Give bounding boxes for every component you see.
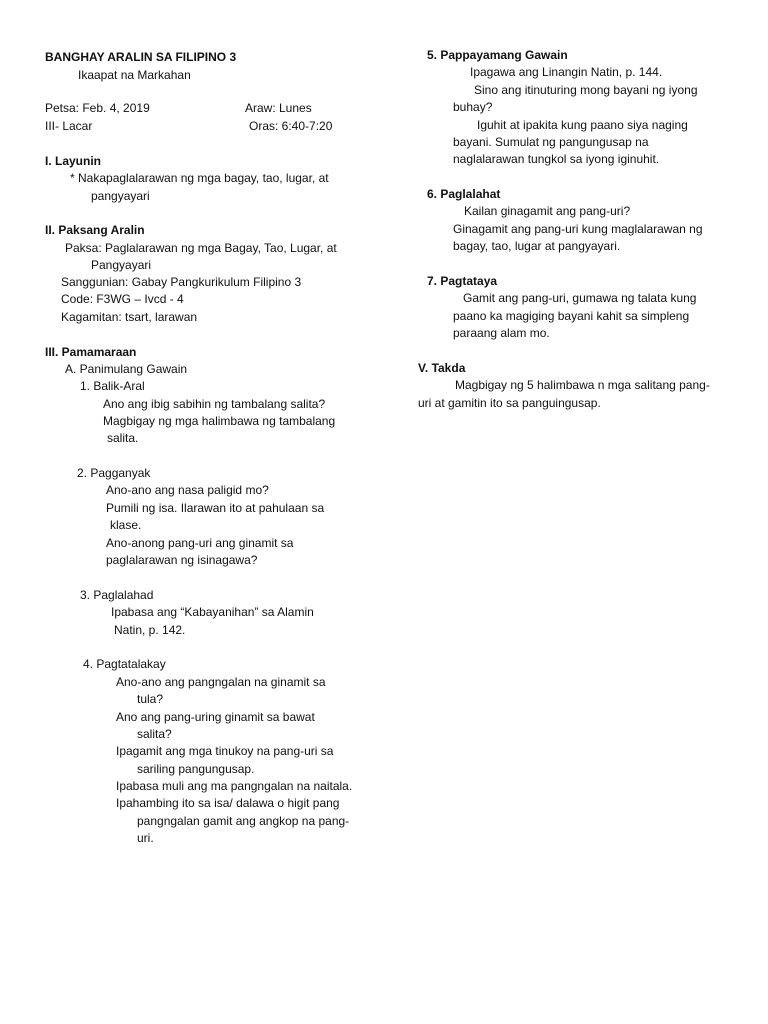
layunin-line: pangyayari	[91, 189, 150, 203]
takda-line: uri at gamitin ito sa panguingusap.	[418, 396, 601, 410]
paglalahat-line: bagay, tao, lugar at pangyayari.	[453, 239, 621, 253]
pagtatalakay-line: salita?	[137, 727, 172, 741]
time-field: Oras: 6:40-7:20	[249, 119, 333, 133]
section-heading-layunin: I. Layunin	[45, 154, 102, 168]
pagtatalakay-line: Ipagamit ang mga tinukoy na pang-uri sa	[116, 744, 334, 758]
pagtatalakay-line: tula?	[137, 692, 164, 706]
pagpapayamang-gawain-line: naglalarawan tungkol sa iyong iginuhit.	[453, 152, 660, 166]
layunin-line: * Nakapaglalarawan ng mga bagay, tao, lugar, at	[70, 171, 329, 185]
pagganyak-line: paglalarawan ng isinagawa?	[106, 553, 258, 567]
paglalahat-line: Kailan ginagamit ang pang-uri?	[464, 204, 631, 218]
day-field: Araw: Lunes	[245, 101, 312, 115]
sanggunian-line: Sanggunian: Gabay Pangkurikulum Filipino 3	[61, 275, 302, 289]
pagtataya-line: Gamit ang pang-uri, gumawa ng talata kung	[463, 291, 697, 305]
pagganyak-line: Ano-anong pang-uri ang ginamit sa	[106, 536, 294, 550]
pagpapayamang-gawain-line: Ipagawa ang Linangin Natin, p. 144.	[470, 65, 663, 79]
paksa-line: Paksa: Paglalarawan ng mga Bagay, Tao, Lugar, at	[65, 241, 337, 255]
pagpapayamang-gawain-line: buhay?	[453, 100, 493, 114]
document-title: BANGHAY ARALIN SA FILIPINO 3	[45, 50, 237, 64]
date-field: Petsa: Feb. 4, 2019	[45, 101, 150, 115]
pagtatalakay-line: sariling pangungusap.	[137, 762, 255, 776]
step-heading-pagpapayamang-gawain: 5. Pappayamang Gawain	[427, 48, 568, 62]
pagtatalakay-line: pangngalan gamit ang angkop na pang-	[137, 814, 350, 828]
pagganyak-line: klase.	[110, 518, 142, 532]
kagamitan-line: Kagamitan: tsart, larawan	[61, 310, 198, 324]
section-heading-paksang-aralin: II. Paksang Aralin	[45, 223, 145, 237]
balik-aral-line: salita.	[107, 431, 139, 445]
step-heading-pagtataya: 7. Pagtataya	[427, 274, 498, 288]
subsection-heading-panimulang-gawain: A. Panimulang Gawain	[65, 362, 188, 376]
section-heading-takda: V. Takda	[418, 361, 466, 375]
section-field: III- Lacar	[45, 119, 93, 133]
pagtatalakay-line: Ipahambing ito sa isa/ dalawa o higit pang	[116, 796, 340, 810]
step-heading-balik-aral: 1. Balik-Aral	[80, 379, 145, 393]
pagganyak-line: Pumili ng isa. Ilarawan ito at pahulaan sa	[106, 501, 325, 515]
pagpapayamang-gawain-line: Sino ang itinuturing mong bayani ng iyong	[474, 83, 698, 97]
paglalahad-line: Natin, p. 142.	[114, 623, 186, 637]
pagtataya-line: paraang alam mo.	[453, 326, 550, 340]
section-heading-pamamaraan: III. Pamamaraan	[45, 345, 137, 359]
step-heading-paglalahad: 3. Paglalahad	[80, 588, 154, 602]
paglalahad-line: Ipabasa ang “Kabayanihan” sa Alamin	[111, 605, 314, 619]
code-line: Code: F3WG – Ivcd - 4	[61, 292, 184, 306]
balik-aral-line: Ano ang ibig sabihin ng tambalang salita?	[103, 397, 326, 411]
takda-line: Magbigay ng 5 halimbawa n mga salitang pang-	[455, 378, 710, 392]
pagganyak-line: Ano-ano ang nasa paligid mo?	[106, 483, 269, 497]
quarter-subtitle: Ikaapat na Markahan	[78, 68, 191, 82]
pagpapayamang-gawain-line: Iguhit at ipakita kung paano siya naging	[477, 118, 688, 132]
pagpapayamang-gawain-line: bayani. Sumulat ng pangungusap na	[453, 135, 649, 149]
paglalahat-line: Ginagamit ang pang-uri kung maglalarawan ng	[453, 222, 703, 236]
paksa-line: Pangyayari	[91, 258, 152, 272]
pagtatalakay-line: Ipabasa muli ang ma pangngalan na naitala.	[116, 779, 353, 793]
pagtataya-line: paano ka magiging bayani kahit sa simpleng	[453, 309, 690, 323]
balik-aral-line: Magbigay ng mga halimbawa ng tambalang	[103, 414, 336, 428]
pagtatalakay-line: Ano ang pang-uring ginamit sa bawat	[116, 710, 315, 724]
step-heading-paglalahat: 6. Paglalahat	[427, 187, 501, 201]
step-heading-pagtatalakay: 4. Pagtatalakay	[83, 657, 166, 671]
pagtatalakay-line: Ano-ano ang pangngalan na ginamit sa	[116, 675, 326, 689]
pagtatalakay-line: uri.	[137, 831, 154, 845]
step-heading-pagganyak: 2. Pagganyak	[77, 466, 151, 480]
